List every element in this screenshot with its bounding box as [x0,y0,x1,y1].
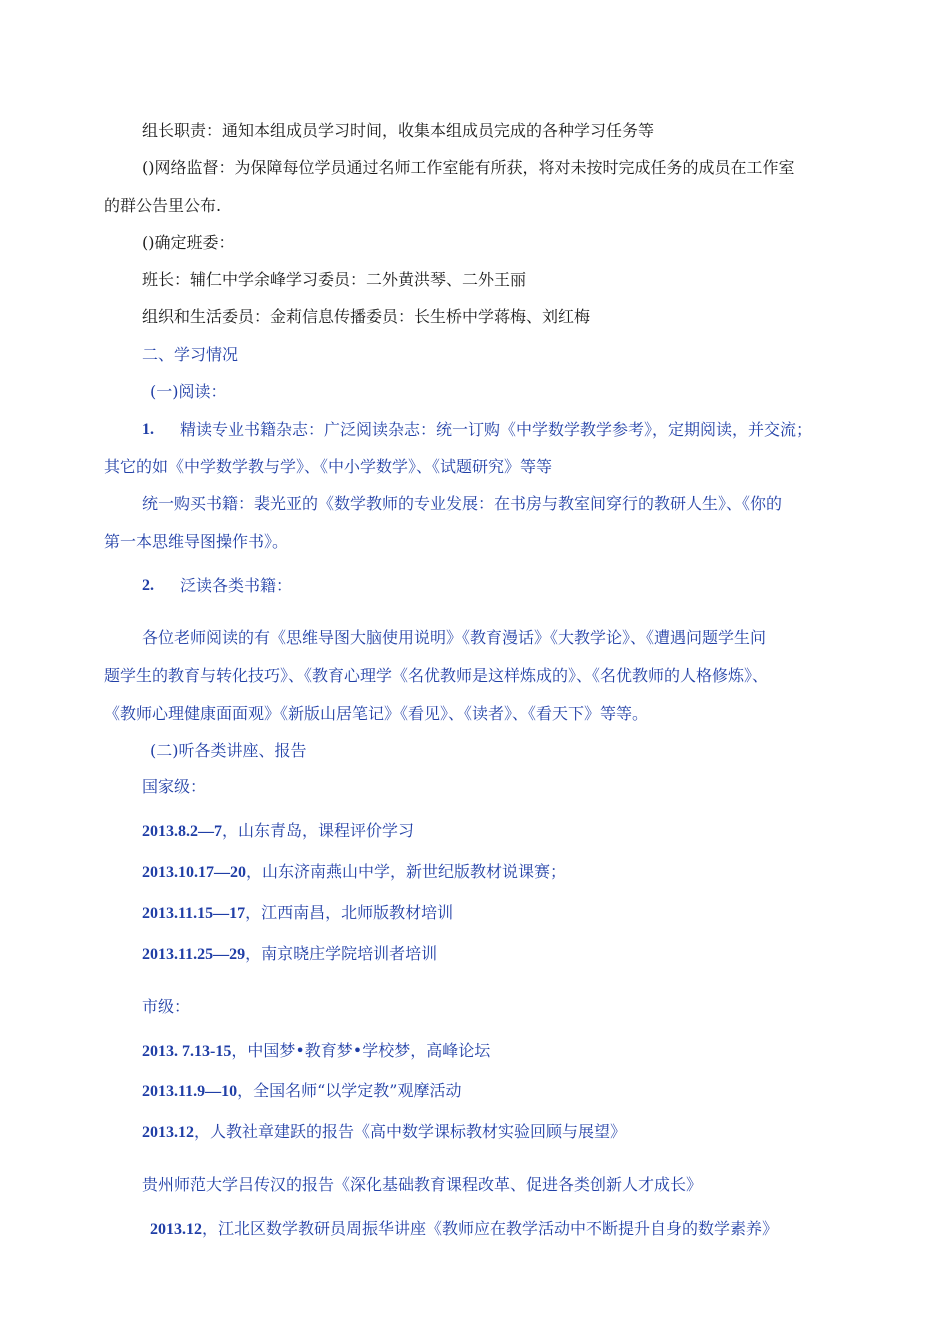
event-date: 2013.12 [142,1124,194,1141]
national-event-1 [142,820,414,843]
subsection-reading: (一)阅读： [150,382,227,401]
city-level-heading: 市级： [142,997,191,1016]
event-desc: ，人教社章建跃的报告《高中数学课标教材实验回顾与展望》 [194,1122,627,1141]
city-event-4: 贵州师范大学吕传汉的报告《深化基础教育课程改革、促进各类创新人才成长》 [142,1175,703,1194]
city-event-2 [142,1080,462,1103]
event-date: 2013.11.15—17 [142,905,246,922]
national-event-3 [142,902,453,925]
event-desc: ，南京晓庄学院培训者培训 [245,944,438,963]
event-desc: ，中国梦•教育梦•学校梦，高峰论坛 [231,1041,491,1060]
national-event-4 [142,943,437,966]
city-event-5 [150,1218,778,1241]
event-desc: ，山东济南燕山中学，新世纪版教材说课赛； [246,862,567,881]
extensive-reading-heading: 泛读各类书籍： [180,576,293,595]
class-committee-heading: ()确定班委： [142,233,235,252]
item-number-2: 2. [142,577,154,594]
network-supervision-cont: 的群公告里公布. [104,196,222,215]
national-event-2 [142,861,566,884]
event-desc: ，山东青岛，课程评价学习 [222,821,415,840]
event-date: 2013.12 [150,1221,202,1238]
books-read-line-1: 各位老师阅读的有《思维导图大脑使用说明》《教育漫话》《大教学论》、《遭遇问题学生问 [142,628,767,647]
city-event-3 [142,1121,626,1144]
item-number-1: 1. [142,421,154,438]
city-event-1 [142,1040,490,1063]
network-supervision: ()网络监督：为保障每位学员通过名师工作室能有所获，将对未按时完成任务的成员在工作室 [142,158,795,177]
event-date: 2013.10.17—20 [142,864,246,881]
purchased-books-line: 统一购买书籍：裴光亚的《数学教师的专业发展：在书房与教室间穿行的教研人生》、《你的 [142,494,783,513]
purchased-books-cont: 第一本思维导图操作书》。 [104,532,289,551]
event-date: 2013. 7.13-15 [142,1043,232,1060]
intensive-reading-line: 精读专业书籍杂志：广泛阅读杂志：统一订购《中学数学教学参考》，定期阅读，并交流； [180,420,813,439]
event-date: 2013.11.25—29 [142,946,246,963]
national-level-heading: 国家级： [142,777,207,796]
books-read-line-3: 《教师心理健康面面观》《新版山居笔记》《看见》、《读者》、《看天下》等等。 [104,704,649,723]
monitor-line: 班长：辅仁中学余峰学习委员：二外黄洪琴、二外王丽 [142,270,527,289]
event-desc: ，江北区数学教研员周振华讲座《教师应在教学活动中不断提升自身的数学素养》 [202,1219,779,1238]
intensive-reading-cont: 其它的如《中学数学教与学》、《中小学数学》、《试题研究》等等 [104,457,553,476]
event-desc: ，江西南昌，北师版教材培训 [245,903,454,922]
event-desc: ，全国名师“以学定教”观摩活动 [237,1081,462,1100]
section-heading-study: 二、学习情况 [142,345,239,364]
event-date: 2013.8.2—7 [142,823,222,840]
subsection-lectures: (二)听各类讲座、报告 [150,741,307,760]
event-date: 2013.11.9—10 [142,1083,238,1100]
committee-members-line: 组织和生活委员：金莉信息传播委员：长生桥中学蒋梅、刘红梅 [142,307,591,326]
books-read-line-2: 题学生的教育与转化技巧》、《教育心理学《名优教师是这样炼成的》、《名优教师的人格修炼》、 [104,666,769,685]
group-leader-duties: 组长职责：通知本组成员学习时间，收集本组成员完成的各种学习任务等 [142,121,655,140]
